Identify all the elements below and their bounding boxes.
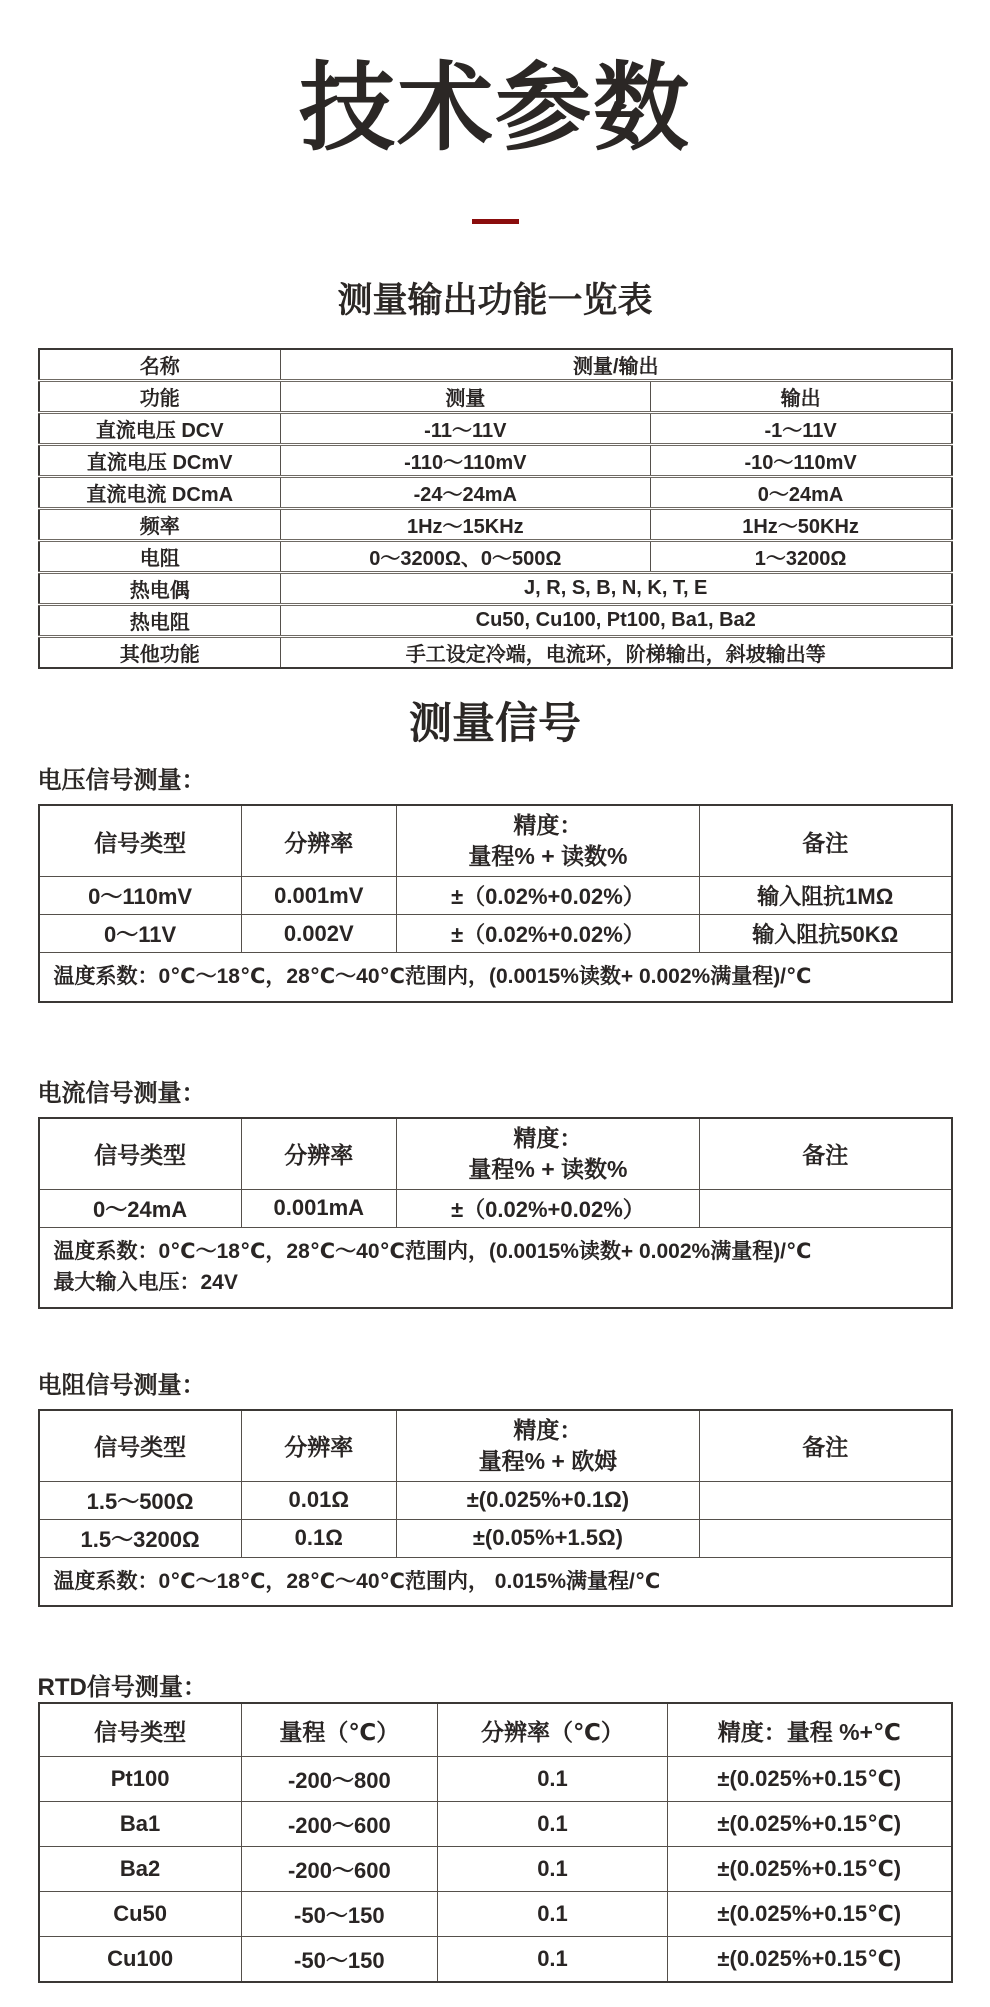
accuracy-header-line2: 量程% + 读数% (468, 1155, 628, 1182)
remark-value (699, 1481, 951, 1519)
col-header-accuracy (396, 805, 699, 877)
signal-type: 0～11V (39, 915, 242, 953)
accuracy-header-line1: 精度： (513, 1124, 583, 1151)
accuracy-header-line1: 精度： (513, 812, 583, 839)
row-value: 测量/输出 (280, 349, 951, 381)
voltage-table (38, 804, 953, 1003)
row-value: Cu50, Cu100, Pt100, Ba1, Ba2 (280, 604, 951, 636)
row-label: 功能 (39, 380, 281, 412)
table-row (39, 877, 952, 915)
table-note: 温度系数：0℃～18℃，28℃～40℃范围内， 0.015%满量程/℃ (39, 1557, 952, 1606)
voltage-section-label: 电压信号测量： (37, 767, 206, 795)
signals-heading: 测量信号 (409, 699, 581, 748)
accuracy-value: ±(0.05%+1.5Ω) (396, 1519, 699, 1557)
col-header-remark: 备注 (699, 1118, 951, 1190)
signal-type: 0～24mA (39, 1189, 242, 1227)
row-label: 其他功能 (39, 636, 281, 668)
measure-value: -110～110mV (280, 444, 650, 476)
col-header-range: 量程（℃） (241, 1703, 437, 1757)
resistance-table (38, 1409, 953, 1608)
range-value: -200～600 (241, 1802, 437, 1847)
output-value: 0～24mA (650, 476, 951, 508)
output-value: -1～11V (650, 412, 951, 444)
resolution-value: 0.001mA (241, 1189, 396, 1227)
table-row (39, 915, 952, 953)
remark-value: 输入阻抗1MΩ (699, 877, 951, 915)
signal-type: Ba1 (39, 1802, 242, 1847)
resolution-value: 0.1 (437, 1937, 667, 1983)
col-header-accuracy: 精度：量程 %+℃ (668, 1703, 952, 1757)
remark-value (699, 1189, 951, 1227)
remark-value: 输入阻抗50KΩ (699, 915, 951, 953)
table-row (39, 349, 952, 381)
table-row (39, 540, 952, 572)
row-label: 直流电流 DCmA (39, 476, 281, 508)
measure-value: 1Hz～15KHz (280, 508, 650, 540)
accuracy-value: ±(0.025%+0.15℃) (668, 1757, 952, 1802)
accuracy-header-line2: 量程% + 欧姆 (478, 1447, 618, 1474)
remark-value (699, 1519, 951, 1557)
resolution-value: 0.1 (437, 1757, 667, 1802)
measure-value: 0～3200Ω、0～500Ω (280, 540, 650, 572)
red-divider (472, 219, 519, 224)
col-header-resolution: 分辨率 (241, 1118, 396, 1190)
col-header-type: 信号类型 (39, 1703, 242, 1757)
measure-value: -24～24mA (280, 476, 650, 508)
row-label: 热电阻 (39, 604, 281, 636)
table-row (39, 412, 952, 444)
resolution-value: 0.1 (437, 1802, 667, 1847)
range-value: -50～150 (241, 1892, 437, 1937)
table-row (39, 380, 952, 412)
accuracy-value: ±(0.025%+0.15℃) (668, 1802, 952, 1847)
rtd-section-label: RTD信号测量： (37, 1674, 207, 1702)
header-row (39, 805, 952, 877)
table-row (39, 636, 952, 668)
row-value: J, R, S, B, N, K, T, E (280, 572, 951, 604)
table-row (39, 1189, 952, 1227)
col-header-resolution: 分辨率 (241, 1410, 396, 1482)
row-label: 频率 (39, 508, 281, 540)
resolution-value: 0.1Ω (241, 1519, 396, 1557)
table-row (39, 1757, 952, 1802)
col-header-type: 信号类型 (39, 1410, 242, 1482)
output-value: 1～3200Ω (650, 540, 951, 572)
table-note: 温度系数：0℃～18℃，28℃～40℃范围内，(0.0015%读数+ 0.002%满量程)/℃ (39, 953, 952, 1002)
note-row (39, 953, 952, 1002)
table-row (39, 1519, 952, 1557)
overview-table (38, 348, 953, 669)
resolution-value: 0.001mV (241, 877, 396, 915)
note-row (39, 1227, 952, 1308)
table-row (39, 1481, 952, 1519)
overview-subtitle: 测量输出功能一览表 (337, 280, 653, 320)
signal-type: Cu100 (39, 1937, 242, 1983)
rtd-table (38, 1702, 953, 1983)
resolution-value: 0.01Ω (241, 1481, 396, 1519)
col-header-accuracy (396, 1118, 699, 1190)
accuracy-value: ±(0.025%+0.15℃) (668, 1892, 952, 1937)
col-header-resolution: 分辨率（℃） (437, 1703, 667, 1757)
accuracy-header-line2: 量程% + 读数% (468, 843, 628, 870)
range-value: -50～150 (241, 1937, 437, 1983)
row-label: 直流电压 DCmV (39, 444, 281, 476)
accuracy-value: ±(0.025%+0.15℃) (668, 1937, 952, 1983)
accuracy-value: ±（0.02%+0.02%） (396, 877, 699, 915)
accuracy-value: ±（0.02%+0.02%） (396, 1189, 699, 1227)
col-header-resolution: 分辨率 (241, 805, 396, 877)
table-row (39, 1802, 952, 1847)
row-value: 手工设定冷端，电流环，阶梯输出，斜坡输出等 (280, 636, 951, 668)
table-row (39, 1937, 952, 1983)
table-row (39, 572, 952, 604)
resolution-value: 0.1 (437, 1892, 667, 1937)
note-row (39, 1557, 952, 1606)
accuracy-value: ±（0.02%+0.02%） (396, 915, 699, 953)
resistance-section-label: 电阻信号测量： (37, 1371, 206, 1399)
current-section-label: 电流信号测量： (37, 1079, 206, 1107)
output-value: -10～110mV (650, 444, 951, 476)
col-header-remark: 备注 (699, 805, 951, 877)
header-row (39, 1410, 952, 1482)
col-header-accuracy (396, 1410, 699, 1482)
col-header-type: 信号类型 (39, 805, 242, 877)
resolution-value: 0.002V (241, 915, 396, 953)
col-header-remark: 备注 (699, 1410, 951, 1482)
row-label: 直流电压 DCV (39, 412, 281, 444)
output-value: 输出 (650, 380, 951, 412)
range-value: -200～800 (241, 1757, 437, 1802)
header-row (39, 1118, 952, 1190)
accuracy-value: ±(0.025%+0.1Ω) (396, 1481, 699, 1519)
note-line1: 温度系数：0℃～18℃，28℃～40℃范围内，(0.0015%读数+ 0.002%满量程)/℃ (53, 1239, 812, 1263)
signal-type: 1.5～3200Ω (39, 1519, 242, 1557)
table-note (39, 1227, 952, 1308)
table-row (39, 444, 952, 476)
table-row (39, 508, 952, 540)
page-title: 技术参数 (299, 55, 691, 162)
note-line2: 最大输入电压：24V (53, 1271, 238, 1295)
table-row (39, 1847, 952, 1892)
output-value: 1Hz～50KHz (650, 508, 951, 540)
signal-type: 0～110mV (39, 877, 242, 915)
measure-value: 测量 (280, 380, 650, 412)
row-label: 电阻 (39, 540, 281, 572)
table-row (39, 604, 952, 636)
accuracy-value: ±(0.025%+0.15℃) (668, 1847, 952, 1892)
col-header-type: 信号类型 (39, 1118, 242, 1190)
signal-type: 1.5～500Ω (39, 1481, 242, 1519)
range-value: -200～600 (241, 1847, 437, 1892)
measure-value: -11～11V (280, 412, 650, 444)
table-row (39, 1892, 952, 1937)
accuracy-header-line1: 精度： (513, 1416, 583, 1443)
current-table (38, 1117, 953, 1309)
row-label: 名称 (39, 349, 281, 381)
signal-type: Cu50 (39, 1892, 242, 1937)
signal-type: Pt100 (39, 1757, 242, 1802)
resolution-value: 0.1 (437, 1847, 667, 1892)
header-row (39, 1703, 952, 1757)
table-row (39, 476, 952, 508)
signal-type: Ba2 (39, 1847, 242, 1892)
row-label: 热电偶 (39, 572, 281, 604)
